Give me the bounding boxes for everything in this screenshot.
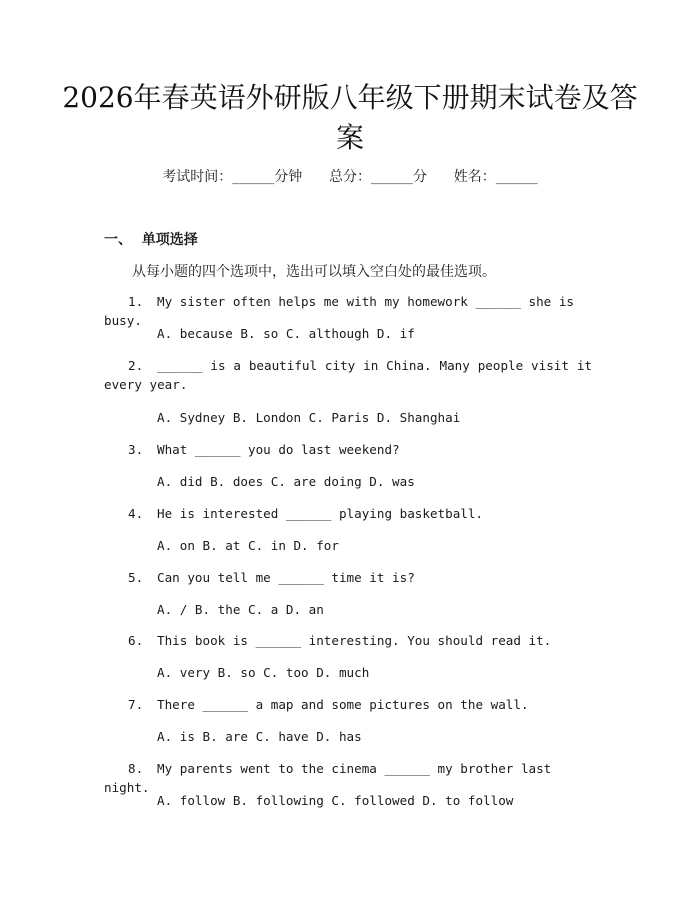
question-number: 6.: [128, 633, 144, 648]
section-instruction: 从每小题的四个选项中，选出可以填入空白处的最佳选项。: [132, 264, 496, 280]
question-2-options: A. Sydney B. London C. Paris D. Shanghai: [157, 410, 461, 425]
question-1-options: A. because B. so C. although D. if: [157, 326, 415, 341]
exam-meta: [0, 167, 700, 187]
question-text: This book is ______ interesting. You should read it.: [157, 633, 552, 648]
question-4-options: A. on B. at C. in D. for: [157, 538, 339, 553]
question-text: There ______ a map and some pictures on the wall.: [157, 697, 529, 712]
question-3: [104, 440, 594, 459]
question-number: 8.: [128, 761, 144, 776]
exam-time-label: 考试时间：______分钟: [162, 169, 303, 185]
question-3-options: A. did B. does C. are doing D. was: [157, 474, 415, 489]
question-8-options: A. follow B. following C. followed D. to follow: [157, 793, 514, 808]
question-number: 4.: [128, 506, 144, 521]
question-2: [104, 356, 592, 394]
question-number: 5.: [128, 570, 144, 585]
question-6-options: A. very B. so C. too D. much: [157, 665, 370, 680]
question-text: What ______ you do last weekend?: [157, 442, 400, 457]
question-text: He is interested ______ playing basketball.: [157, 506, 484, 521]
question-text: ______ is a beautiful city in China. Many people visit it every year.: [104, 358, 592, 392]
question-text: Can you tell me ______ time it is?: [157, 570, 415, 585]
section-heading: 一、 单项选择: [104, 232, 198, 248]
question-4: [104, 504, 594, 523]
page-title: 2026年春英语外研版八年级下册期末试卷及答案: [62, 81, 638, 154]
question-number: 2.: [128, 358, 144, 373]
question-5: [104, 568, 594, 587]
question-6: [104, 631, 594, 650]
question-7-options: A. is B. are C. have D. has: [157, 729, 362, 744]
question-number: 1.: [128, 294, 144, 309]
student-name-label: 姓名：______: [453, 169, 538, 185]
total-score-label: 总分：______分: [329, 169, 427, 185]
question-text: My parents went to the cinema ______ my brother last night.: [104, 761, 552, 795]
question-7: [104, 695, 594, 714]
question-text: My sister often helps me with my homework ______ she is busy.: [104, 294, 575, 328]
question-number: 3.: [128, 442, 144, 457]
question-number: 7.: [128, 697, 144, 712]
question-5-options: A. / B. the C. a D. an: [157, 602, 324, 617]
